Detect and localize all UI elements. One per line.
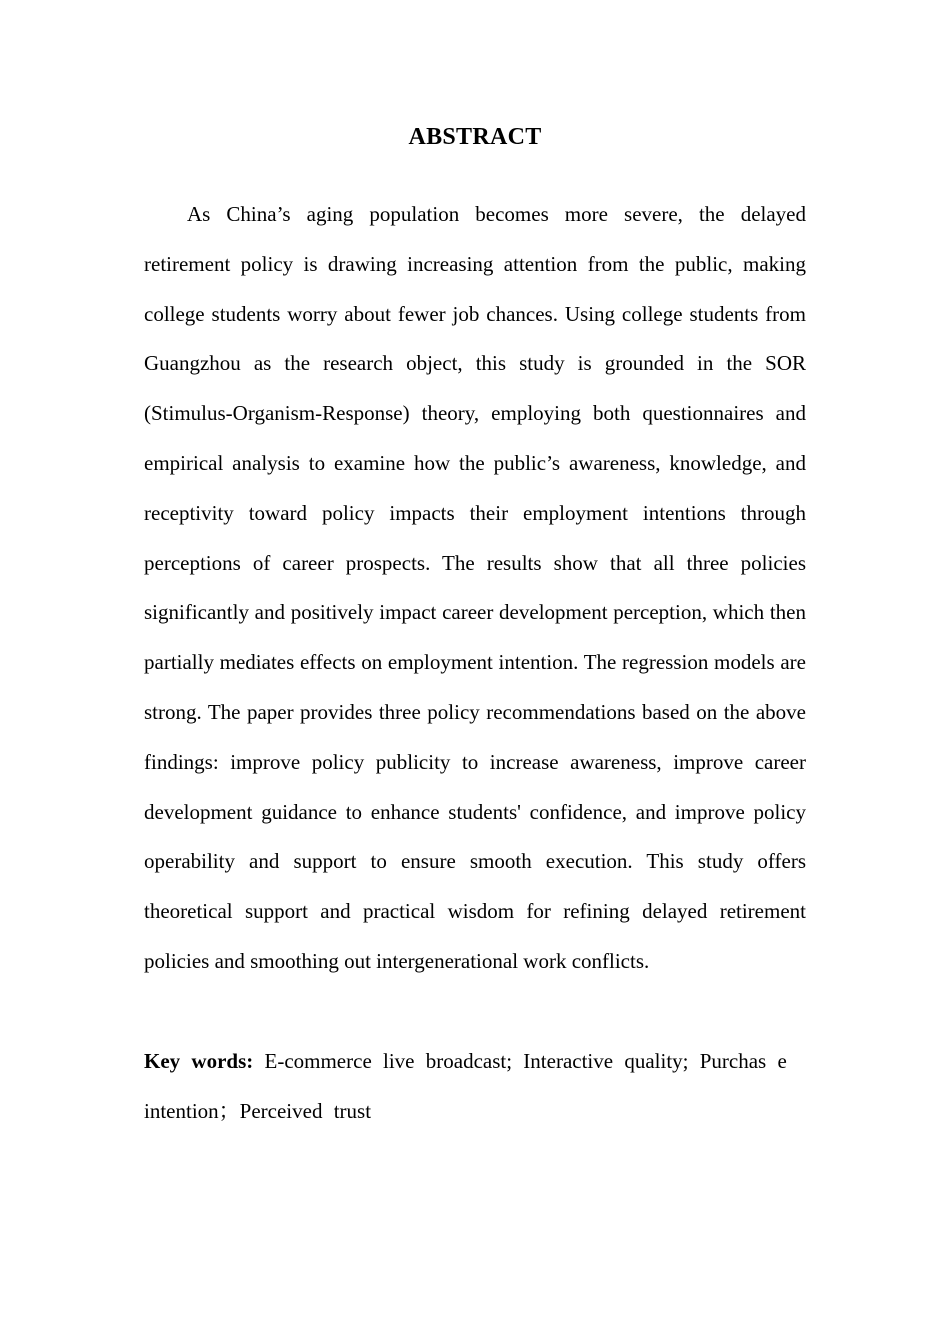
abstract-paragraph: As China’s aging population becomes more severe, the delayed retirement policy is drawing increasing attention from the public, making college students worry about fewer job chances. Using college students from Guangzhou as the research object, this study is grounded in the SOR (Stimulus-Organism-Response) theory, employing both questionnaires and empirical analysis to examine how the public’s awareness, knowledge, and receptivity toward policy impacts their employment intentions through perceptions of career prospects. The results show that all three policies significantly and positively impact career development perception, which then partially mediates effects on employment intention. The regression models are strong. The paper provides three policy recommendations based on the above findings: improve policy publicity to increase awareness, improve career development guidance to enhance students' confidence, and improve policy operability and support to ensure smooth execution. This study offers theoretical support and practical wisdom for refining delayed retirement policies and smoothing out intergenerational work conflicts. [144, 202, 806, 973]
keywords-text: E-commerce live broadcast; Interactive quality; Purchas e intention；Perceived trust [144, 1049, 787, 1123]
keywords-label: Key words: [144, 1049, 254, 1073]
abstract-title: ABSTRACT [408, 124, 542, 150]
keywords-line [144, 1036, 806, 1136]
